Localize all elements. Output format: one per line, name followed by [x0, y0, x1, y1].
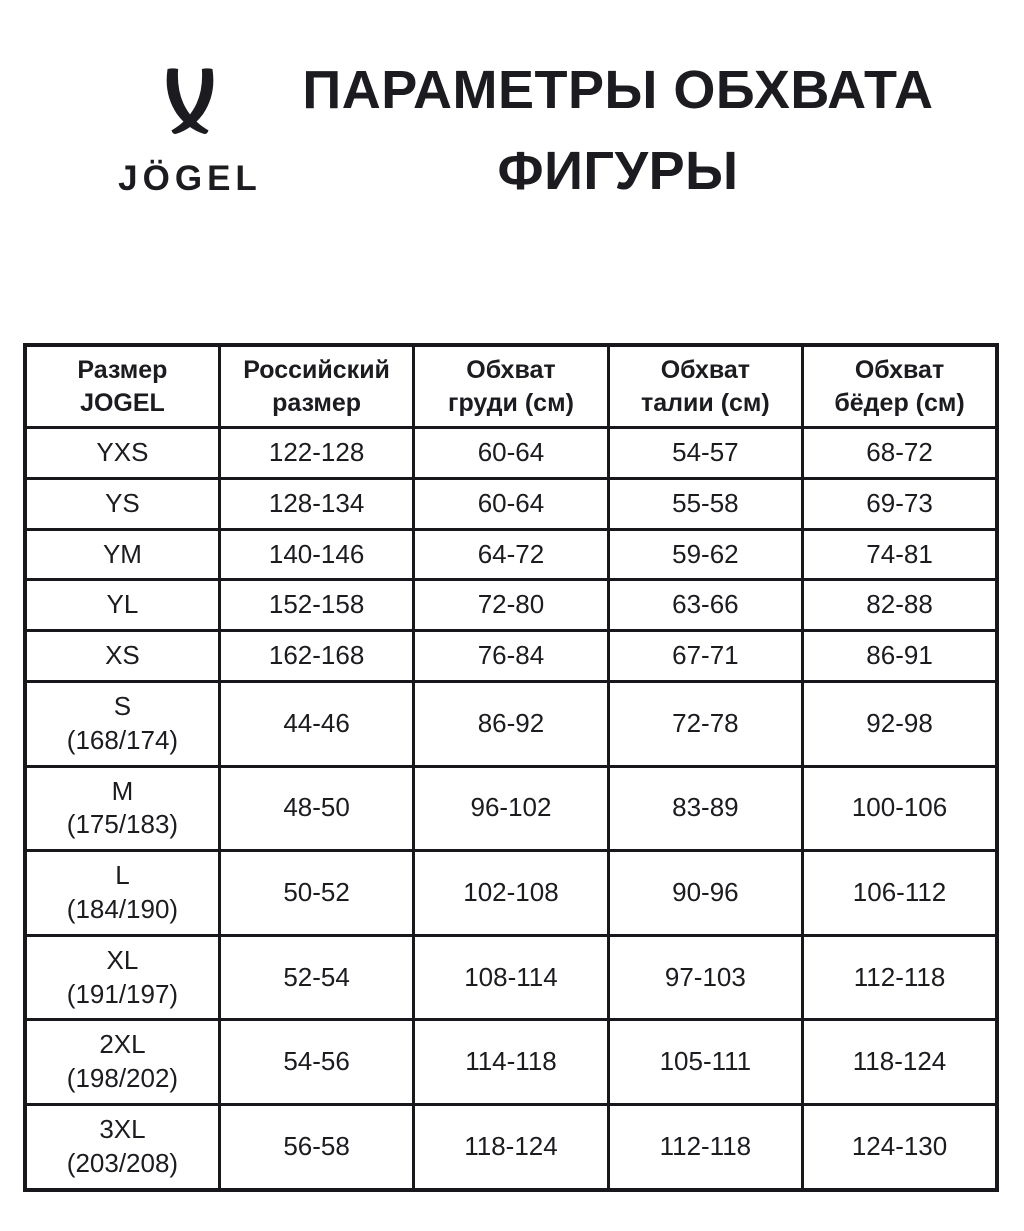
cell-waist: 83-89 — [608, 766, 802, 851]
column-header-line: JOGEL — [80, 388, 165, 417]
cell-chest: 60-64 — [414, 428, 608, 479]
column-header-line: Обхват — [854, 356, 945, 384]
cell-jogel-size — [25, 428, 219, 479]
size-label: M — [111, 775, 134, 806]
cell-hips: 124-130 — [803, 1104, 997, 1189]
cell-chest: 60-64 — [414, 478, 608, 529]
size-label: 3XL — [99, 1113, 146, 1144]
cell-chest: 86-92 — [414, 681, 608, 766]
cell-waist: 55-58 — [608, 478, 802, 529]
column-header-line: Обхват — [660, 356, 751, 384]
cell-russian-size: 162-168 — [219, 631, 413, 682]
cell-hips: 86-91 — [803, 631, 997, 682]
cell-hips: 92-98 — [803, 681, 997, 766]
cell-russian-size: 50-52 — [219, 851, 413, 936]
cell-chest: 102-108 — [414, 851, 608, 936]
size-label: YL — [106, 589, 139, 620]
cell-jogel-size — [25, 1020, 219, 1105]
page-title-line1: ПАРАМЕТРЫ ОБХВАТА — [302, 60, 934, 120]
cell-russian-size: 56-58 — [219, 1104, 413, 1189]
size-table-body — [25, 428, 997, 1190]
size-label: XS — [105, 640, 140, 671]
column-header-line: талии (см) — [640, 388, 770, 417]
cell-waist: 72-78 — [608, 681, 802, 766]
size-label: L — [115, 860, 130, 891]
column-header-line: Обхват — [466, 356, 556, 384]
column-header-line: бёдер (см) — [834, 388, 965, 417]
column-header-line: Российский — [243, 356, 390, 384]
cell-jogel-size — [25, 766, 219, 851]
size-height-range: (184/190) — [66, 893, 179, 924]
cell-chest: 114-118 — [414, 1020, 608, 1105]
cell-russian-size: 140-146 — [219, 529, 413, 580]
cell-russian-size: 122-128 — [219, 428, 413, 479]
table-row — [25, 529, 997, 580]
cell-hips: 69-73 — [803, 478, 997, 529]
column-header-hips — [803, 345, 997, 428]
table-row — [25, 681, 997, 766]
cell-waist: 54-57 — [608, 428, 802, 479]
page-title — [292, 50, 944, 212]
cell-jogel-size — [25, 935, 219, 1020]
cell-jogel-size — [25, 1104, 219, 1189]
size-label: YM — [102, 538, 142, 569]
cell-chest: 64-72 — [414, 529, 608, 580]
table-row — [25, 935, 997, 1020]
size-table-container — [23, 343, 999, 1192]
table-row — [25, 580, 997, 631]
page-title-line2: ФИГУРЫ — [497, 141, 739, 201]
table-row — [25, 631, 997, 682]
column-header-chest — [414, 345, 608, 428]
cell-waist: 67-71 — [608, 631, 802, 682]
table-row — [25, 428, 997, 479]
cell-hips: 112-118 — [803, 935, 997, 1020]
cell-jogel-size — [25, 478, 219, 529]
cell-chest: 72-80 — [414, 580, 608, 631]
cell-hips: 118-124 — [803, 1020, 997, 1105]
size-label: S — [113, 690, 132, 721]
cell-russian-size: 152-158 — [219, 580, 413, 631]
size-label: XL — [106, 944, 139, 975]
brand-logo — [88, 56, 292, 199]
cell-russian-size: 54-56 — [219, 1020, 413, 1105]
cell-russian-size: 52-54 — [219, 935, 413, 1020]
cell-jogel-size — [25, 681, 219, 766]
cell-chest: 96-102 — [414, 766, 608, 851]
column-header-jogel-size — [25, 345, 219, 428]
cell-russian-size: 128-134 — [219, 478, 413, 529]
cell-chest: 76-84 — [414, 631, 608, 682]
size-height-range: (198/202) — [66, 1063, 179, 1094]
cell-chest: 108-114 — [414, 935, 608, 1020]
column-header-line: Размер — [77, 356, 168, 384]
cell-hips: 106-112 — [803, 851, 997, 936]
column-header-line: груди (см) — [448, 388, 574, 417]
cell-waist: 63-66 — [608, 580, 802, 631]
cell-hips: 82-88 — [803, 580, 997, 631]
table-row — [25, 851, 997, 936]
size-height-range: (168/174) — [66, 724, 179, 755]
size-label: YXS — [96, 437, 149, 467]
table-row — [25, 1104, 997, 1189]
size-table-header-row — [25, 345, 997, 428]
size-label: 2XL — [99, 1029, 146, 1060]
cell-jogel-size — [25, 631, 219, 682]
cell-waist: 97-103 — [608, 935, 802, 1020]
size-height-range: (203/208) — [66, 1147, 179, 1178]
cell-jogel-size — [25, 529, 219, 580]
size-table — [23, 343, 999, 1192]
cell-hips: 68-72 — [803, 428, 997, 479]
cell-chest: 118-124 — [414, 1104, 608, 1189]
cell-russian-size: 44-46 — [219, 681, 413, 766]
column-header-waist — [608, 345, 802, 428]
header — [0, 0, 1024, 212]
cell-jogel-size — [25, 580, 219, 631]
cell-waist: 105-111 — [608, 1020, 802, 1105]
cell-hips: 100-106 — [803, 766, 997, 851]
cell-hips: 74-81 — [803, 529, 997, 580]
size-label: YS — [105, 487, 140, 518]
cell-waist: 59-62 — [608, 529, 802, 580]
table-row — [25, 766, 997, 851]
size-height-range: (175/183) — [66, 809, 179, 840]
column-header-russian-size — [219, 345, 413, 428]
cell-russian-size: 48-50 — [219, 766, 413, 851]
size-height-range: (191/197) — [66, 978, 179, 1009]
table-row — [25, 478, 997, 529]
table-row — [25, 1020, 997, 1105]
column-header-line: размер — [272, 388, 362, 417]
brand-wordmark: JÖGEL — [118, 159, 262, 198]
cell-waist: 90-96 — [608, 851, 802, 936]
jogel-logo-icon — [157, 56, 223, 148]
cell-jogel-size — [25, 851, 219, 936]
cell-waist: 112-118 — [608, 1104, 802, 1189]
